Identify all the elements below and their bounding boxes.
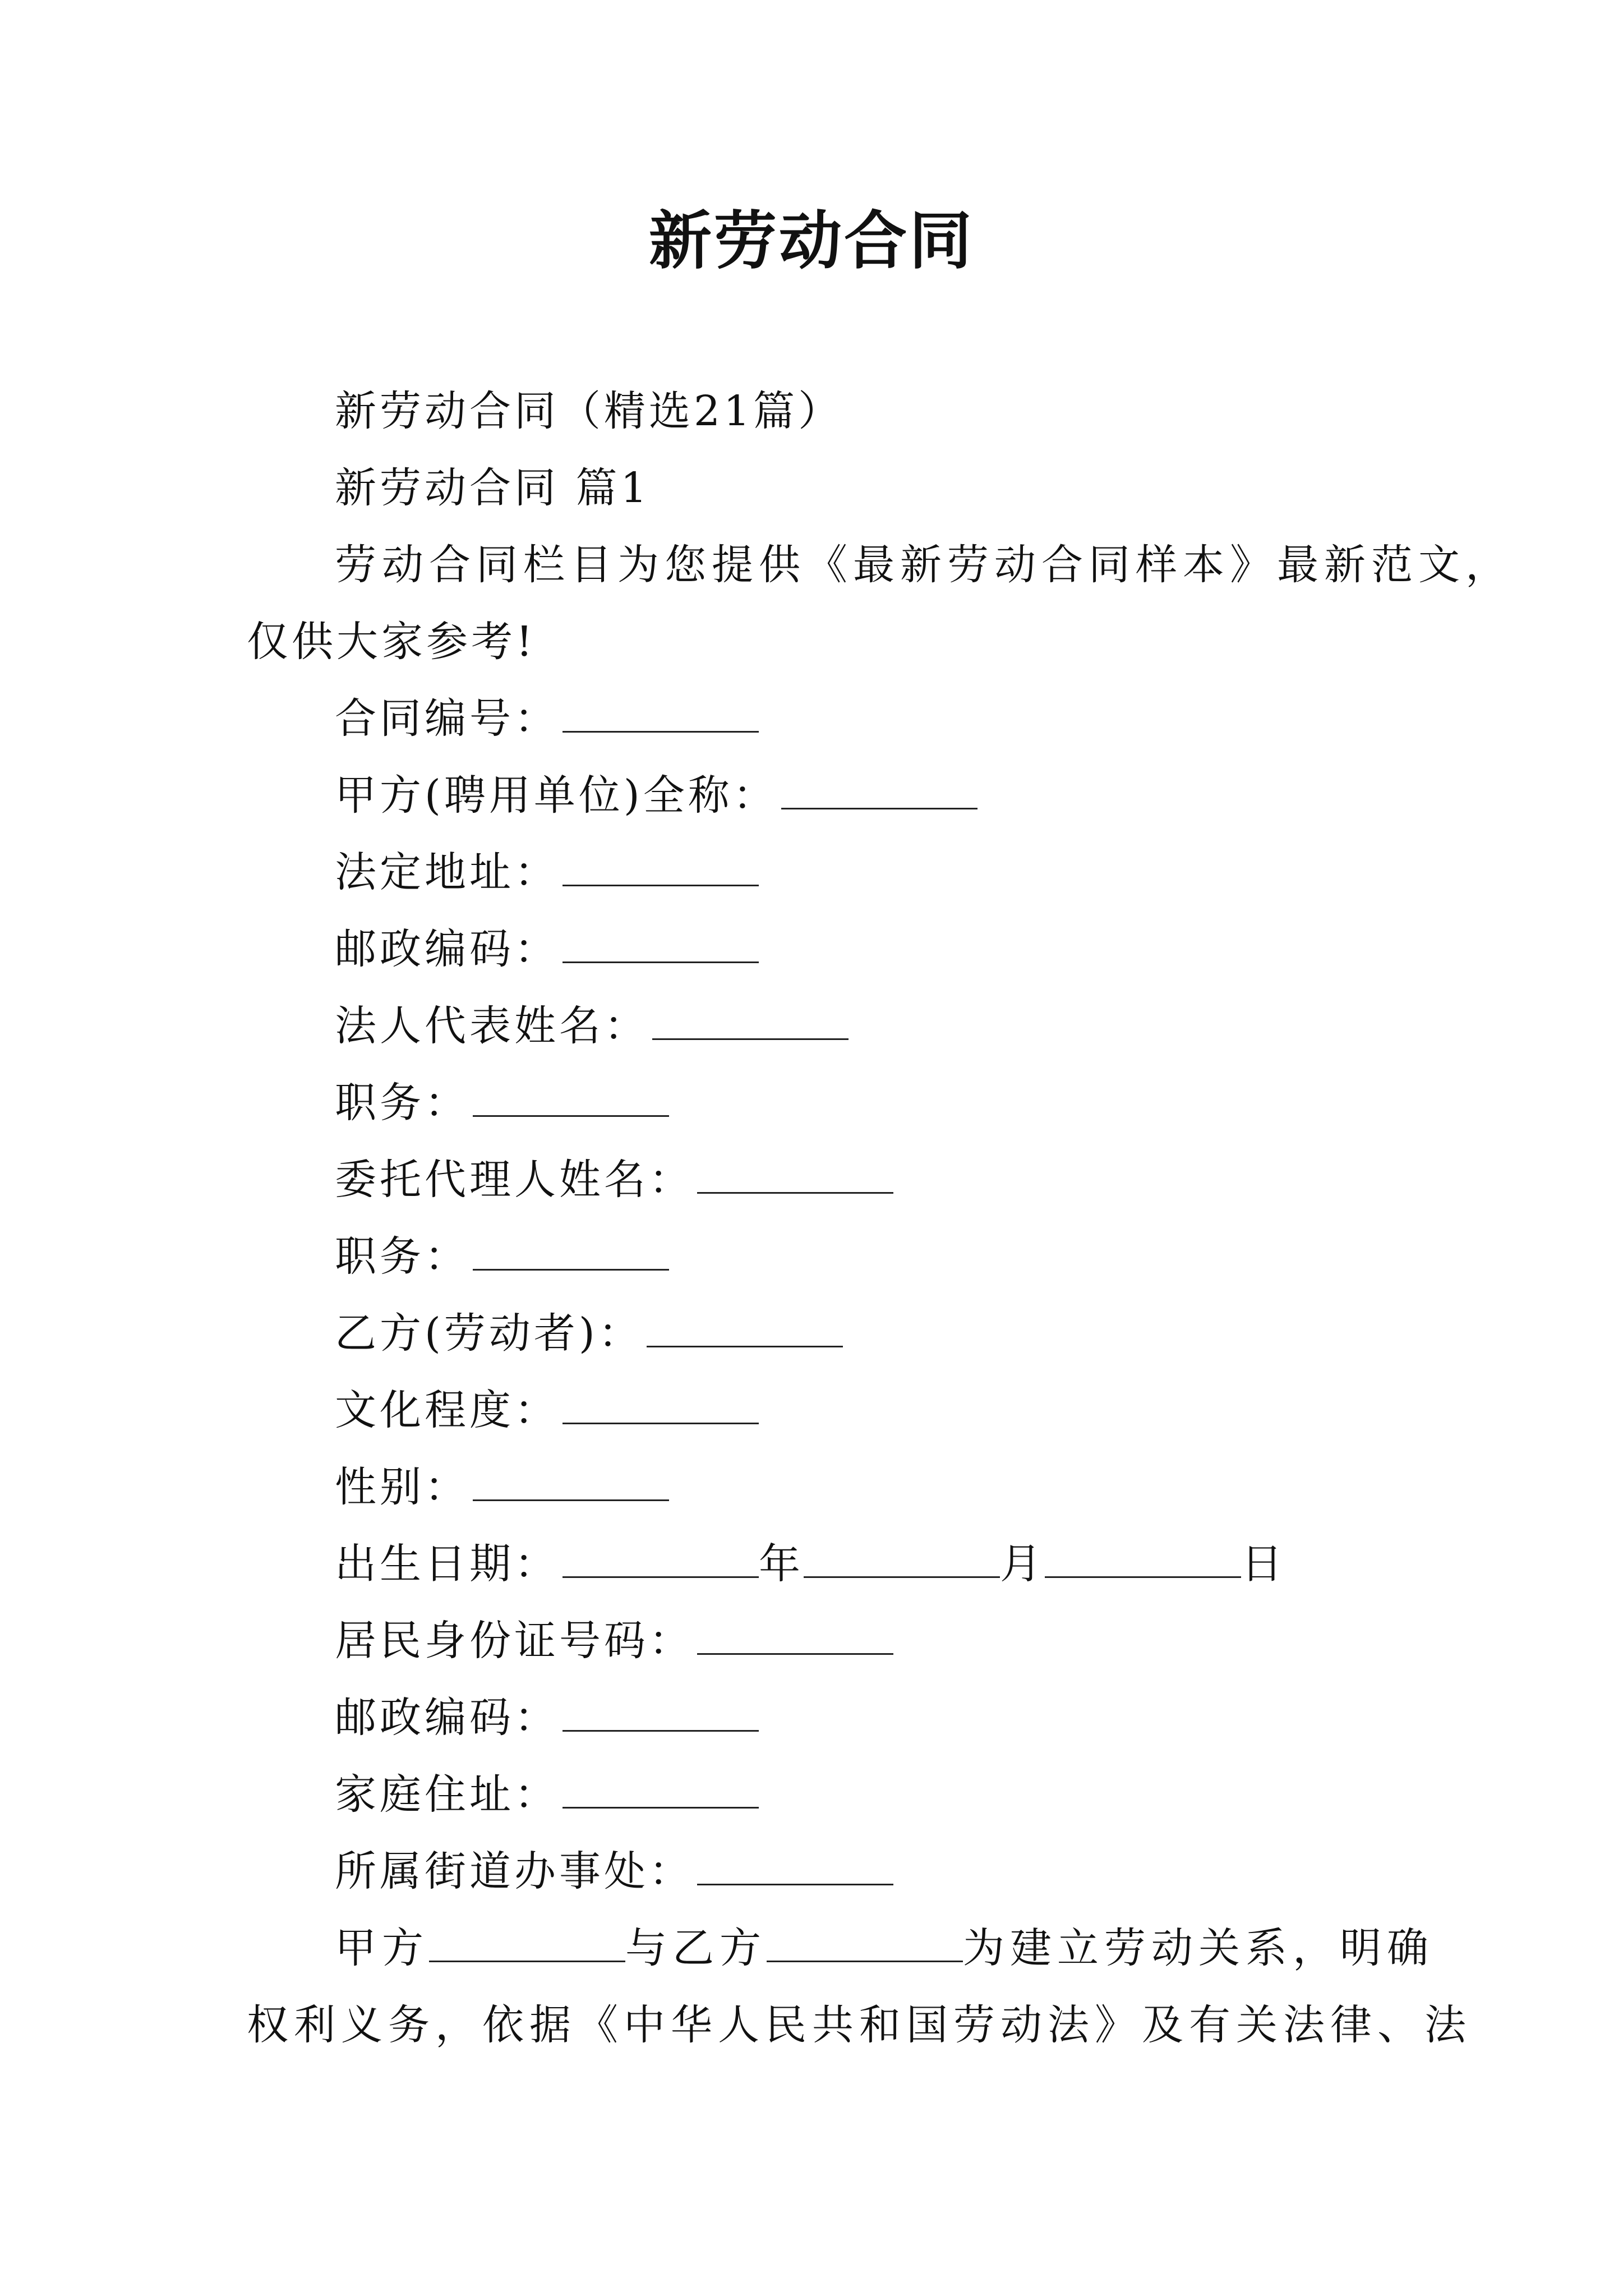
fill-blank [652,995,849,1040]
field-label: 合同编号： [335,694,559,743]
intro-paragraph-line-2 [247,604,1385,680]
field-agent-name [247,1142,1385,1218]
field-label: 乙方(劳动者)： [335,1309,643,1358]
field-label: 法定地址： [335,848,559,896]
subtitle-text: 新劳动合同（精选21篇） [335,387,843,435]
fill-blank [562,1379,759,1424]
field-home-address [247,1756,1385,1833]
party-a-label: 甲方 [335,1924,429,1972]
fill-blank-day [1045,1533,1241,1578]
document-body [247,373,1513,2064]
fill-blank-month [804,1533,1000,1578]
day-label: 日 [1241,1540,1286,1588]
field-label: 性别： [335,1463,469,1511]
field-label: 邮政编码： [335,1694,559,1742]
month-label: 月 [1000,1540,1045,1588]
fill-blank [562,1763,759,1809]
fill-blank [473,1225,669,1271]
field-legal-address [247,834,1385,911]
field-subdistrict-office [247,1833,1385,1910]
field-agent-position [247,1218,1385,1295]
fill-blank-party-b [767,1917,963,1962]
fill-blank [562,918,759,963]
fill-blank-party-a [429,1917,625,1962]
field-birth-date [247,1526,1385,1603]
subtitle-line [247,373,1385,450]
field-label: 家庭住址： [335,1770,559,1819]
field-label: 所属街道办事处： [335,1847,694,1895]
document-title: 新劳动合同 [649,205,974,278]
fill-blank [697,1148,893,1194]
section-heading [247,450,1385,527]
agreement-paragraph-line-2 [247,1987,1472,2064]
field-label: 居民身份证号码： [335,1617,694,1665]
fill-blank [781,764,978,809]
intro-text-1: 劳动合同栏目为您提供《最新劳动合同样本》最新范文， [335,541,1513,589]
field-label: 文化程度： [335,1386,559,1434]
field-contract-number [247,680,1385,757]
fill-blank [473,1071,669,1117]
fill-blank [562,687,759,733]
field-label: 法人代表姓名： [335,1002,649,1050]
field-education [247,1372,1385,1449]
field-id-number [247,1603,1385,1680]
fill-blank [473,1456,669,1501]
party-b-label: 与乙方 [625,1924,767,1972]
section-heading-text: 新劳动合同 篇1 [335,464,651,512]
field-label: 职务： [335,1232,469,1281]
fill-blank-year [562,1533,759,1578]
agreement-paragraph-line-1 [247,1910,1434,1987]
field-postal-code-employee [247,1680,1385,1756]
field-label: 出生日期： [335,1540,559,1588]
intro-paragraph-line-1 [247,527,1513,604]
fill-blank [562,1686,759,1732]
field-label: 甲方(聘用单位)全称： [335,771,778,820]
fill-blank [697,1840,893,1885]
field-label: 邮政编码： [335,925,559,973]
field-postal-code-employer [247,911,1385,988]
agreement-text-1: 为建立劳动关系，明确 [963,1924,1434,1972]
fill-blank [697,1609,893,1655]
field-employer-name [247,757,1385,834]
year-label: 年 [759,1540,804,1588]
field-gender [247,1449,1385,1526]
field-legal-rep-name [247,988,1385,1065]
field-employee [247,1295,1385,1372]
fill-blank [562,841,759,886]
intro-text-2: 仅供大家参考! [247,618,536,666]
field-label: 职务： [335,1079,469,1127]
field-label: 委托代理人姓名： [335,1156,694,1204]
agreement-text-2: 权利义务，依据《中华人民共和国劳动法》及有关法律、法 [247,2001,1472,2049]
field-legal-rep-position [247,1065,1385,1142]
fill-blank [647,1302,843,1347]
